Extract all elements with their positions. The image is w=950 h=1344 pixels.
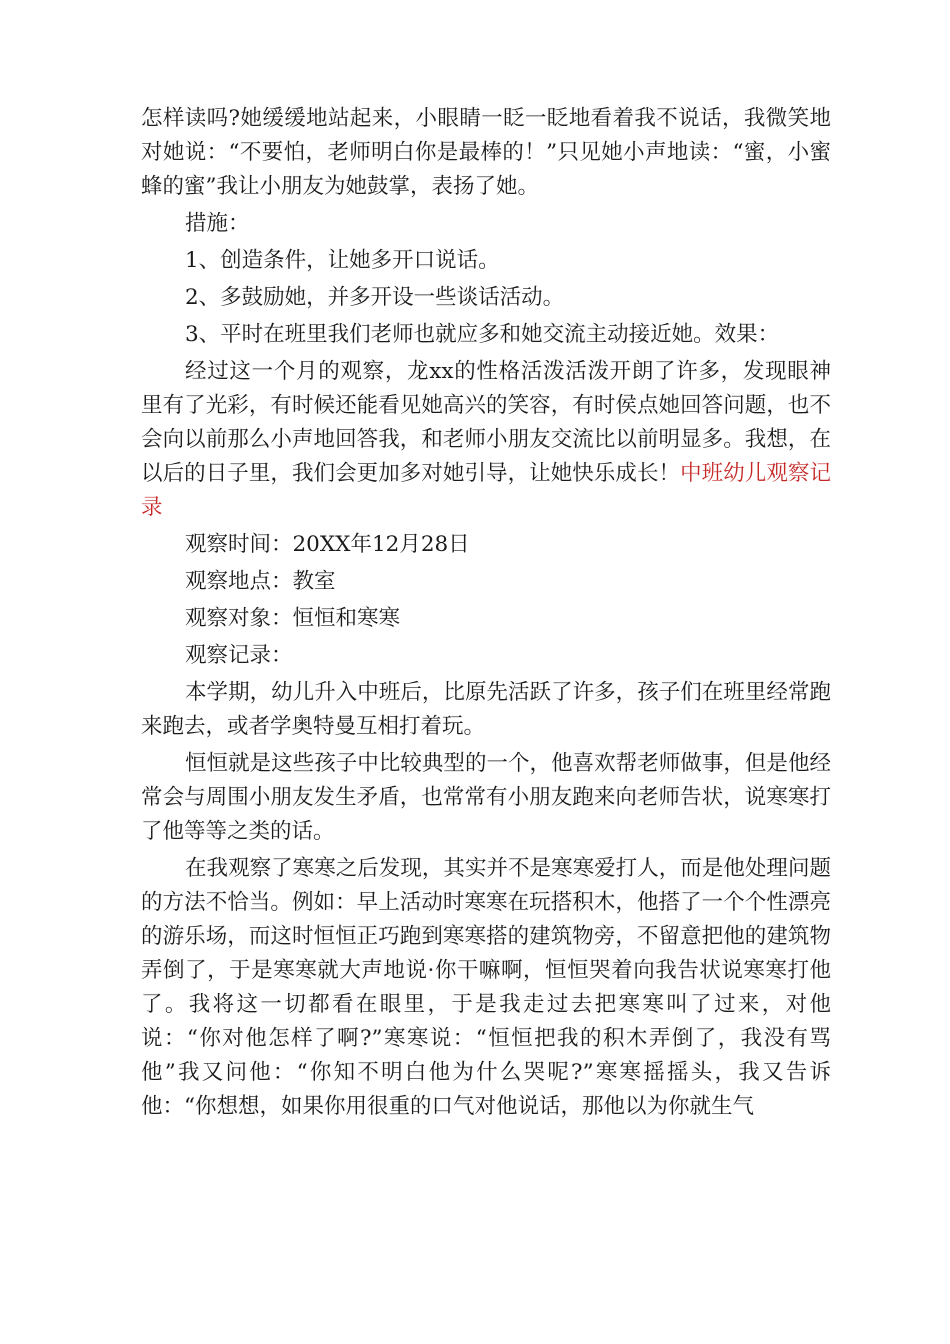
paragraph-reading-story: 怎样读吗?她缓缓地站起来，小眼睛一眨一眨地看着我不说话，我微笑地对她说：“不要怕，老师明白你是最棒的！”只见她小声地读：“蜜，小蜜蜂的蜜”我让小朋友为她鼓掌，表扬了她。 <box>141 106 831 199</box>
paragraph-observation-detail: 在我观察了寒寒之后发现，其实并不是寒寒爱打人，而是他处理问题的方法不恰当。例如：早上活动时寒寒在玩搭积木，他搭了一个个性漂亮的游乐场，而这时恒恒正巧跑到寒寒搭的建筑物旁，不留意把他的建筑物弄倒了，于是寒寒就大声地说·你干嘛啊，恒恒哭着向我告状说寒寒打他了。我将这一切都看在眼里，于是我走过去把寒寒叫了过来，对他说：“你对他怎样了啊?”寒寒说：“恒恒把我的积木弄倒了，我没有骂他”我又问他：“你知不明白他为什么哭呢?”寒寒摇摇头，我又告诉他：“你想想，如果你用很重的口气对他说话，那他以为你就生气 <box>141 856 831 1119</box>
document-body <box>141 102 831 1127</box>
observation-record-heading: 观察记录： <box>185 643 293 668</box>
section-title: 中班幼儿观察记录 <box>141 461 831 520</box>
observation-time: 观察时间：20XX年12月28日 <box>185 532 470 557</box>
observation-place: 观察地点：教室 <box>185 569 336 594</box>
observation-target: 观察对象：恒恒和寒寒 <box>185 606 401 631</box>
paragraph-hengheng: 恒恒就是这些孩子中比较典型的一个，他喜欢帮老师做事，但是他经常会与周围小朋友发生矛盾，也常常有小朋友跑来向老师告状，说寒寒打了他等等之类的话。 <box>141 751 831 844</box>
effect-paragraph <box>141 355 831 525</box>
paragraph-semester: 本学期，幼儿升入中班后，比原先活跃了许多，孩子们在班里经常跑来跑去，或者学奥特曼互相打着玩。 <box>141 680 831 739</box>
measure-item-1: 1、创造条件，让她多开口说话。 <box>185 248 500 273</box>
measures-heading: 措施： <box>185 211 250 236</box>
measure-item-3: 3、平时在班里我们老师也就应多和她交流主动接近她。效果： <box>185 322 780 347</box>
measure-item-2: 2、多鼓励她，并多开设一些谈话活动。 <box>185 285 565 310</box>
effect-text: 经过这一个月的观察，龙xx的性格活泼活泼开朗了许多，发现眼神里有了光彩，有时候还能看见她高兴的笑容，有时侯点她回答问题，也不会向以前那么小声地回答我，和老师小朋友交流比以前明显多。我想，在以后的日子里，我们会更加多对她引导，让她快乐成长！ <box>141 359 831 486</box>
